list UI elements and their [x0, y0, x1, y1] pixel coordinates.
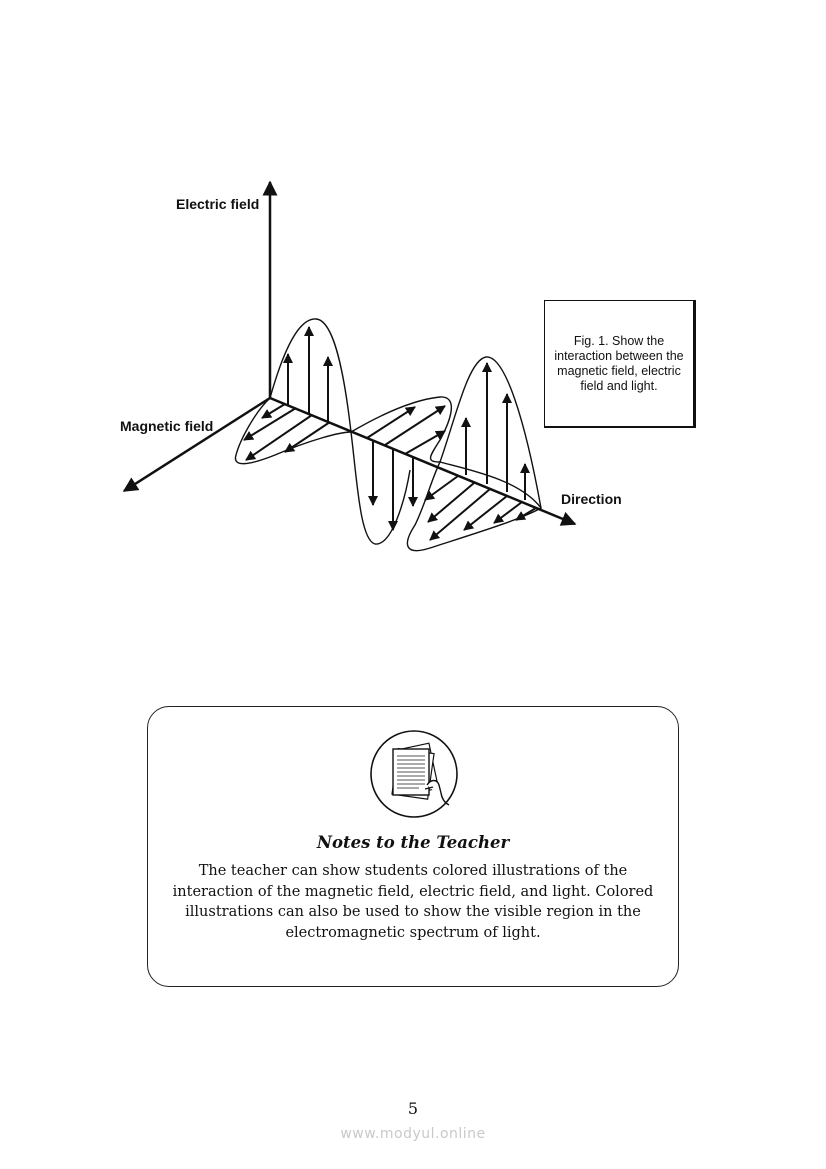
watermark: www.modyul.online: [340, 1126, 486, 1142]
electric-field-label: Electric field: [176, 196, 260, 212]
direction-label: Direction: [561, 491, 622, 507]
page-number: 5: [407, 1099, 419, 1118]
figure-caption: Fig. 1. Show the interaction between the magnetic field, electric field and light.: [554, 334, 684, 393]
electric-wave-lobe-2: [351, 432, 410, 544]
magnetic-wave-lobe-3: [407, 462, 541, 551]
notes-to-teacher-box: [147, 706, 679, 987]
magnetic-field-label: Magnetic field: [120, 418, 214, 434]
notes-body: The teacher can show students colored illustrations of the interaction of the magnetic field, electric field, and light. Colored illustrations can also be used to show the visible region in the electromagnetic spectrum of light.: [172, 863, 654, 941]
magnetic-field-vectors: [244, 404, 536, 540]
magnetic-field-axis: [124, 398, 270, 491]
direction-axis: [270, 398, 575, 524]
papers-in-hand-icon: [369, 729, 459, 819]
notes-title: Notes to the Teacher: [316, 833, 510, 852]
figure-caption-box: [544, 300, 696, 428]
